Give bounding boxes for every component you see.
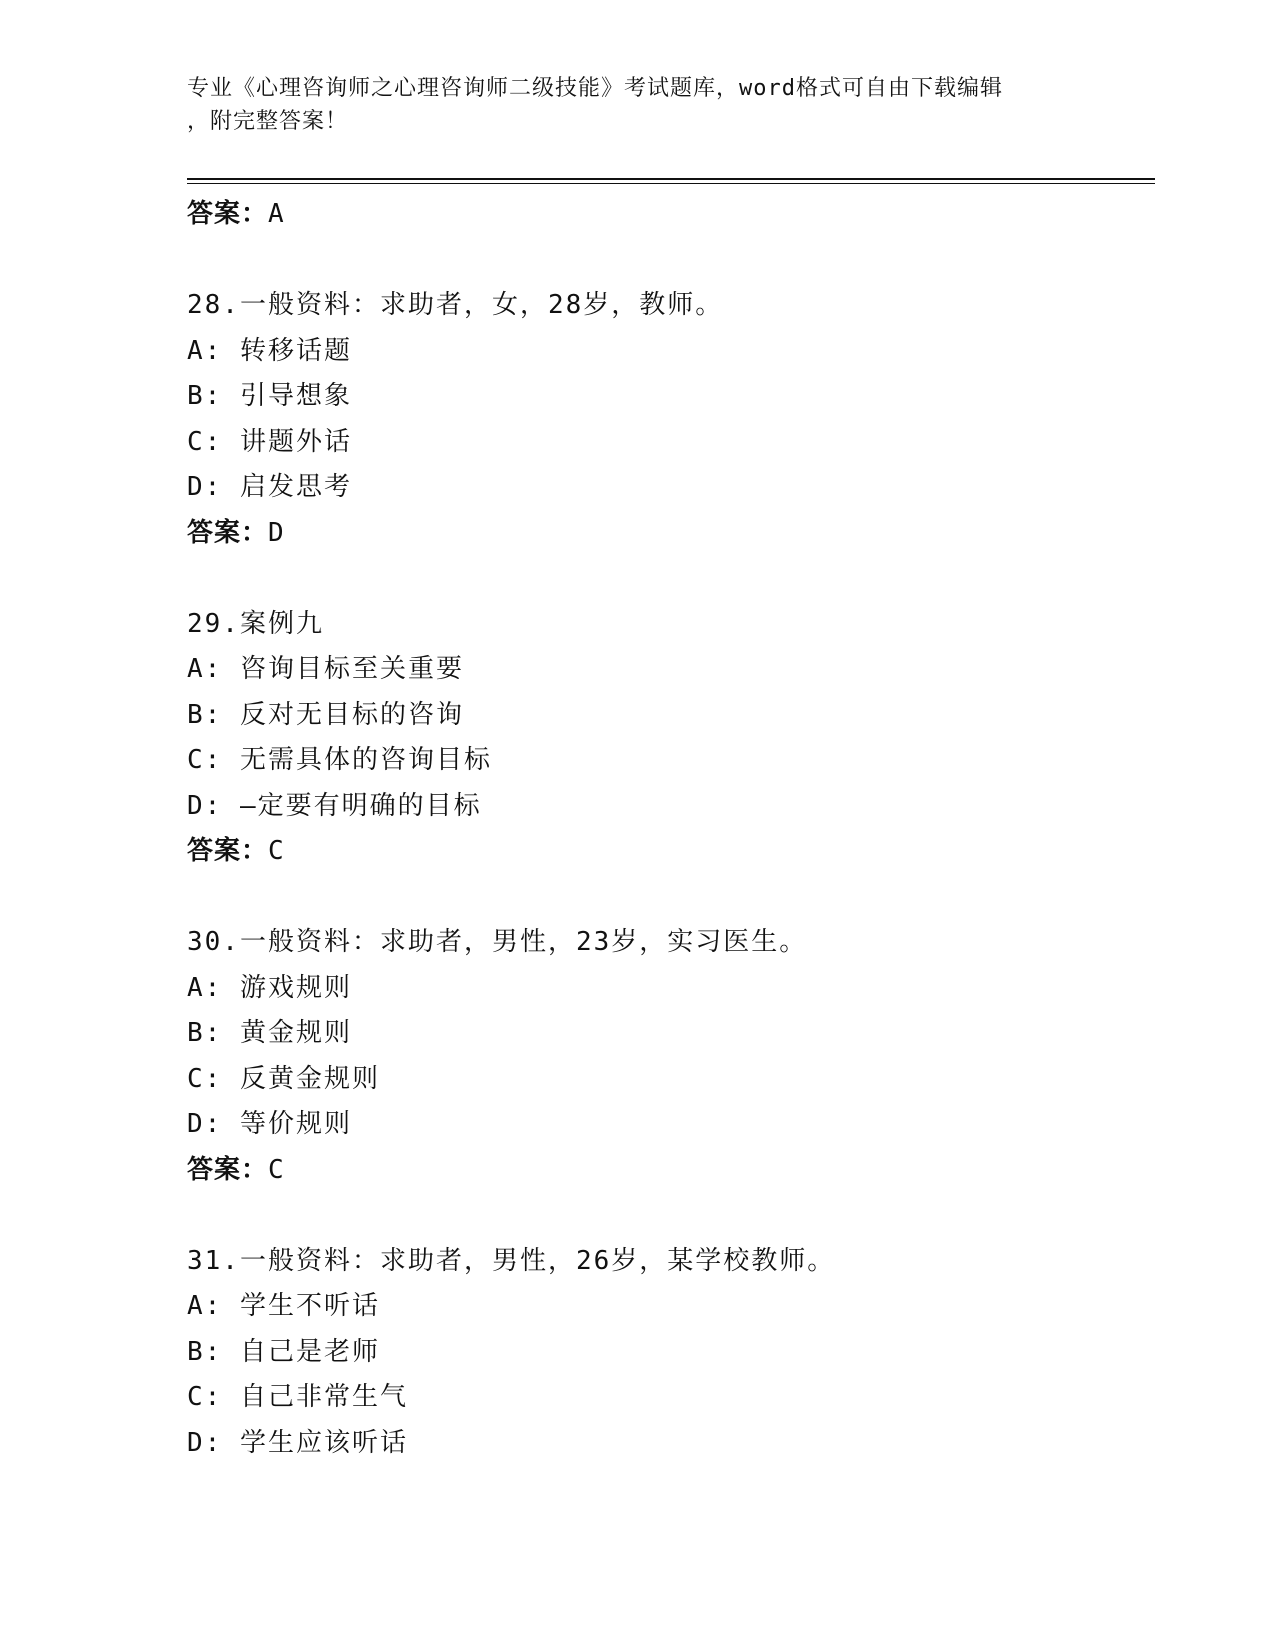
option-b [187, 693, 1155, 739]
option-text: 反对无目标的咨询 [239, 699, 464, 730]
option-letter: C: [187, 745, 223, 775]
option-letter: D: [187, 1109, 223, 1139]
answer-line [187, 829, 1155, 874]
option-text: 咨询目标至关重要 [239, 654, 464, 684]
option-text: 等价规则 [239, 1109, 352, 1139]
answer-line [187, 511, 1155, 556]
option-text: 引导想象 [239, 381, 352, 411]
option-c [187, 738, 1155, 784]
option-text: 反黄金规则 [239, 1063, 380, 1094]
header-line-1: 专业《心理咨询师之心理咨询师二级技能》考试题库，word格式可自由下载编辑 [187, 76, 1003, 101]
answer-label: 答案： [187, 1154, 269, 1185]
answer-value: D [268, 517, 285, 548]
option-letter: A: [187, 335, 223, 366]
option-a [187, 1284, 1155, 1330]
answer-line [187, 1148, 1155, 1193]
option-b [187, 1011, 1155, 1057]
option-c [187, 1057, 1155, 1103]
option-letter: C: [187, 1382, 223, 1412]
option-d [187, 465, 1155, 511]
question-text: 案例九 [239, 608, 324, 639]
option-d [187, 784, 1155, 830]
option-text: —定要有明确的目标 [239, 790, 482, 821]
question-list [187, 192, 1155, 1466]
option-d [187, 1421, 1155, 1467]
question-number: 29. [187, 608, 240, 639]
document-header [187, 72, 1087, 138]
option-d [187, 1102, 1155, 1148]
question-number: 28. [187, 290, 240, 320]
question-text: 一般资料：求助者，女，28岁，教师。 [239, 290, 724, 320]
option-text: 学生应该听话 [239, 1427, 408, 1458]
question-31 [187, 1239, 1155, 1467]
option-letter: B: [187, 1336, 223, 1367]
answer-label: 答案： [187, 517, 269, 548]
option-text: 无需具体的咨询目标 [239, 745, 492, 775]
option-text: 讲题外话 [239, 426, 352, 457]
answer-label: 答案： [187, 836, 269, 866]
answer-value: A [268, 199, 285, 229]
answer-line [187, 192, 1155, 237]
option-letter: A: [187, 654, 223, 684]
option-a [187, 966, 1155, 1012]
option-c [187, 420, 1155, 466]
option-text: 学生不听话 [239, 1291, 380, 1321]
option-text: 游戏规则 [239, 972, 352, 1003]
option-b [187, 1330, 1155, 1376]
option-letter: A: [187, 1291, 223, 1321]
option-letter: B: [187, 1018, 223, 1048]
answer-label: 答案： [187, 199, 269, 229]
option-letter: B: [187, 699, 223, 730]
option-letter: C: [187, 1063, 223, 1094]
option-text: 自己是老师 [239, 1336, 380, 1367]
answer-value: C [268, 1154, 285, 1185]
option-letter: D: [187, 790, 223, 821]
question-28 [187, 283, 1155, 556]
option-a [187, 647, 1155, 693]
option-letter: B: [187, 381, 223, 411]
question-30 [187, 920, 1155, 1193]
option-letter: A: [187, 972, 223, 1003]
option-text: 转移话题 [239, 335, 352, 366]
option-c [187, 1375, 1155, 1421]
question-number: 31. [187, 1245, 240, 1276]
question-text: 一般资料：求助者，男性，26岁，某学校教师。 [239, 1245, 836, 1276]
header-line-2: ，附完整答案！ [187, 109, 349, 134]
option-text: 黄金规则 [239, 1018, 352, 1048]
question-stem [187, 283, 1155, 329]
question-text: 一般资料：求助者，男性，23岁，实习医生。 [239, 927, 808, 957]
header-rule-thick [187, 178, 1155, 180]
option-text: 启发思考 [239, 472, 352, 502]
question-stem [187, 602, 1155, 648]
option-b [187, 374, 1155, 420]
question-29 [187, 602, 1155, 875]
option-letter: D: [187, 1427, 223, 1458]
header-rule-thin [187, 183, 1155, 184]
option-letter: D: [187, 472, 223, 502]
question-stem [187, 1239, 1155, 1285]
answer-value: C [268, 836, 285, 866]
question-number: 30. [187, 927, 240, 957]
option-letter: C: [187, 426, 223, 457]
question-stem [187, 920, 1155, 966]
option-text: 自己非常生气 [239, 1382, 408, 1412]
option-a [187, 329, 1155, 375]
